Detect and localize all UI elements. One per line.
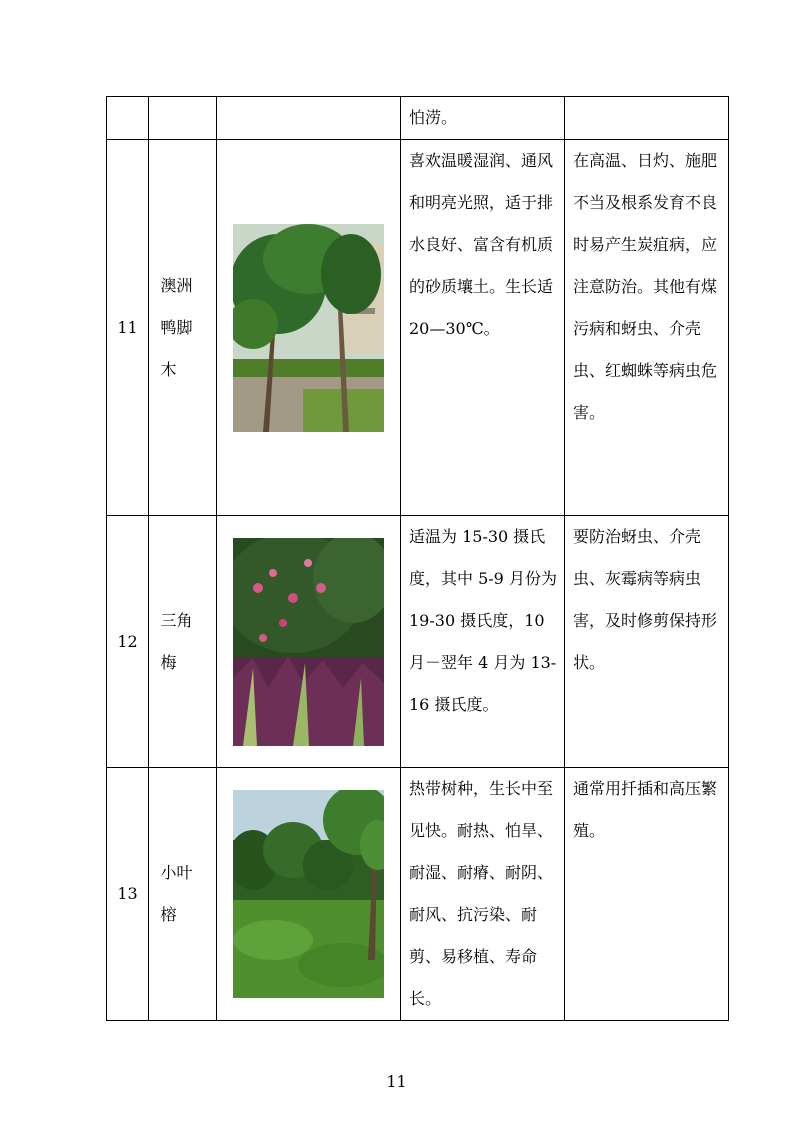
- care-text: [565, 97, 729, 140]
- table-row: [107, 97, 729, 140]
- care-text: 在高温、日灼、施肥不当及根系发育不良时易产生炭疽病，应注意防治。其他有煤污病和蚜虫、介壳虫、红蜘蛛等病虫危害。: [565, 140, 729, 516]
- table-row: [107, 768, 729, 1021]
- plant-photo-cell: [217, 516, 401, 768]
- table-row: [107, 140, 729, 516]
- row-index: 11: [107, 140, 149, 516]
- plant-name: 澳洲鸭脚木: [160, 275, 193, 379]
- habit-text: 喜欢温暖湿润、通风和明亮光照，适于排水良好、富含有机质的砂质壤土。生长适 20—30℃。: [401, 140, 565, 516]
- care-text: 通常用扦插和高压繁殖。: [565, 768, 729, 1021]
- plant-name: 三角梅: [160, 610, 193, 672]
- plant-photo-cell: [217, 97, 401, 140]
- habit-text: 热带树种，生长中至见快。耐热、怕旱、耐湿、耐瘠、耐阴、耐风、抗污染、耐剪、易移植、寿命长。: [401, 768, 565, 1021]
- habit-text: 适温为 15-30 摄氏度，其中 5-9 月份为 19-30 摄氏度，10 月－翌年 4 月为 13-16 摄氏度。: [401, 516, 565, 768]
- page-number: 11: [386, 1072, 407, 1091]
- plant-name: [149, 97, 217, 140]
- plant-photo-cell: [217, 768, 401, 1021]
- habit-text: 怕涝。: [401, 97, 565, 140]
- row-index: 12: [107, 516, 149, 768]
- banyan-photo: [233, 790, 384, 998]
- umbrella-tree-photo: [233, 224, 384, 432]
- bougainvillea-photo: [233, 538, 384, 746]
- plant-photo-cell: [217, 140, 401, 516]
- table-row: [107, 516, 729, 768]
- plant-name: 小叶榕: [160, 863, 193, 924]
- care-text: 要防治蚜虫、介壳虫、灰霉病等病虫害，及时修剪保持形状。: [565, 516, 729, 768]
- plant-table: [106, 96, 729, 1021]
- row-index: [107, 97, 149, 140]
- row-index: 13: [107, 768, 149, 1021]
